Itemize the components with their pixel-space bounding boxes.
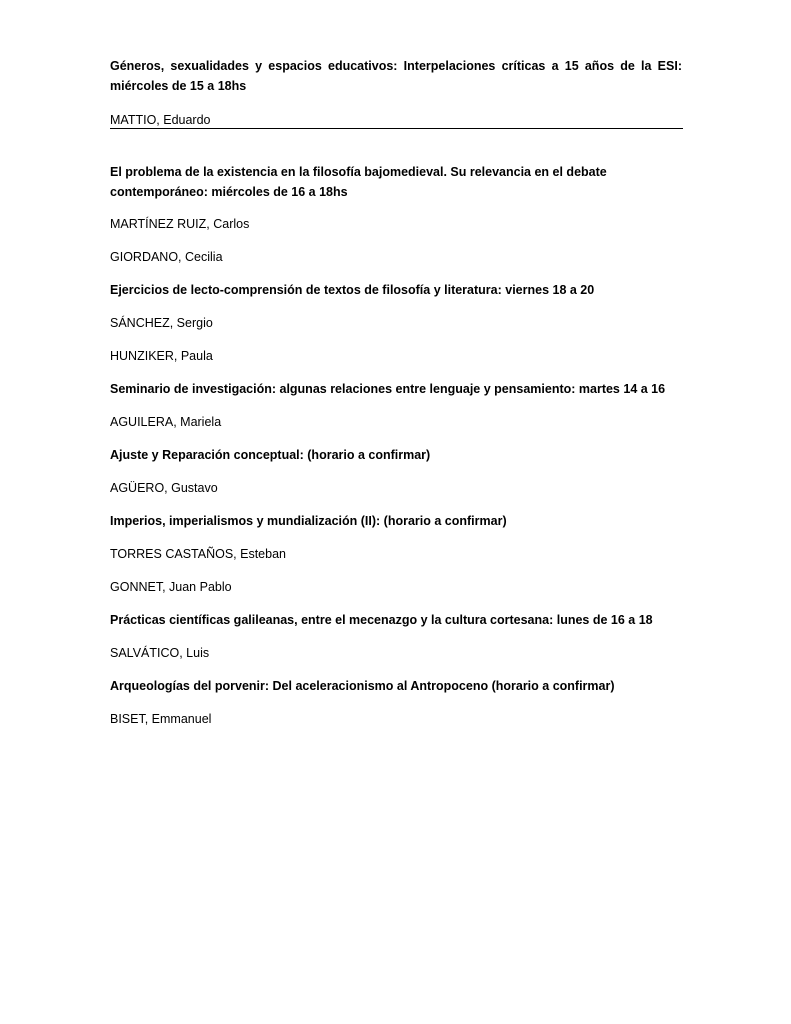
instructor-martinez-ruiz: MARTÍNEZ RUIZ, Carlos xyxy=(110,217,250,231)
instructor-aguero: AGÜERO, Gustavo xyxy=(110,481,218,495)
instructor-aguilera: AGUILERA, Mariela xyxy=(110,415,222,429)
course-title-existencia: El problema de la existencia en la filosofía bajomedieval. Su relevancia en el debate contemporáneo: miércoles de 16 a 18hs xyxy=(110,165,607,199)
instructor-gonnet: GONNET, Juan Pablo xyxy=(110,580,232,594)
instructor-giordano: GIORDANO, Cecilia xyxy=(110,250,223,264)
section-divider xyxy=(110,128,683,129)
course-title-generos: Géneros, sexualidades y espacios educativos: Interpelaciones críticas a 15 años de la ESI: miércoles de 15 a 18hs xyxy=(110,59,682,93)
course-title-arqueologias: Arqueologías del porvenir: Del aceleracionismo al Antropoceno (horario a confirmar) xyxy=(110,679,615,693)
instructor-biset: BISET, Emmanuel xyxy=(110,712,212,726)
course-title-ajuste: Ajuste y Reparación conceptual: (horario a confirmar) xyxy=(110,448,431,462)
instructor-torres-castanos: TORRES CASTAÑOS, Esteban xyxy=(110,547,286,561)
course-title-practicas: Prácticas científicas galileanas, entre el mecenazgo y la cultura cortesana: lunes de 16 a 18 xyxy=(110,613,653,627)
course-title-imperios: Imperios, imperialismos y mundialización (II): (horario a confirmar) xyxy=(110,514,507,528)
course-title-lecto-comprension: Ejercicios de lecto-comprensión de textos de filosofía y literatura: viernes 18 a 20 xyxy=(110,283,595,297)
instructor-mattio: MATTIO, Eduardo xyxy=(110,113,211,127)
instructor-salvatico: SALVÁTICO, Luis xyxy=(110,646,210,660)
instructor-sanchez: SÁNCHEZ, Sergio xyxy=(110,316,213,330)
course-title-seminario: Seminario de investigación: algunas relaciones entre lenguaje y pensamiento: martes 14 a 16 xyxy=(110,382,666,396)
instructor-hunziker: HUNZIKER, Paula xyxy=(110,349,213,363)
